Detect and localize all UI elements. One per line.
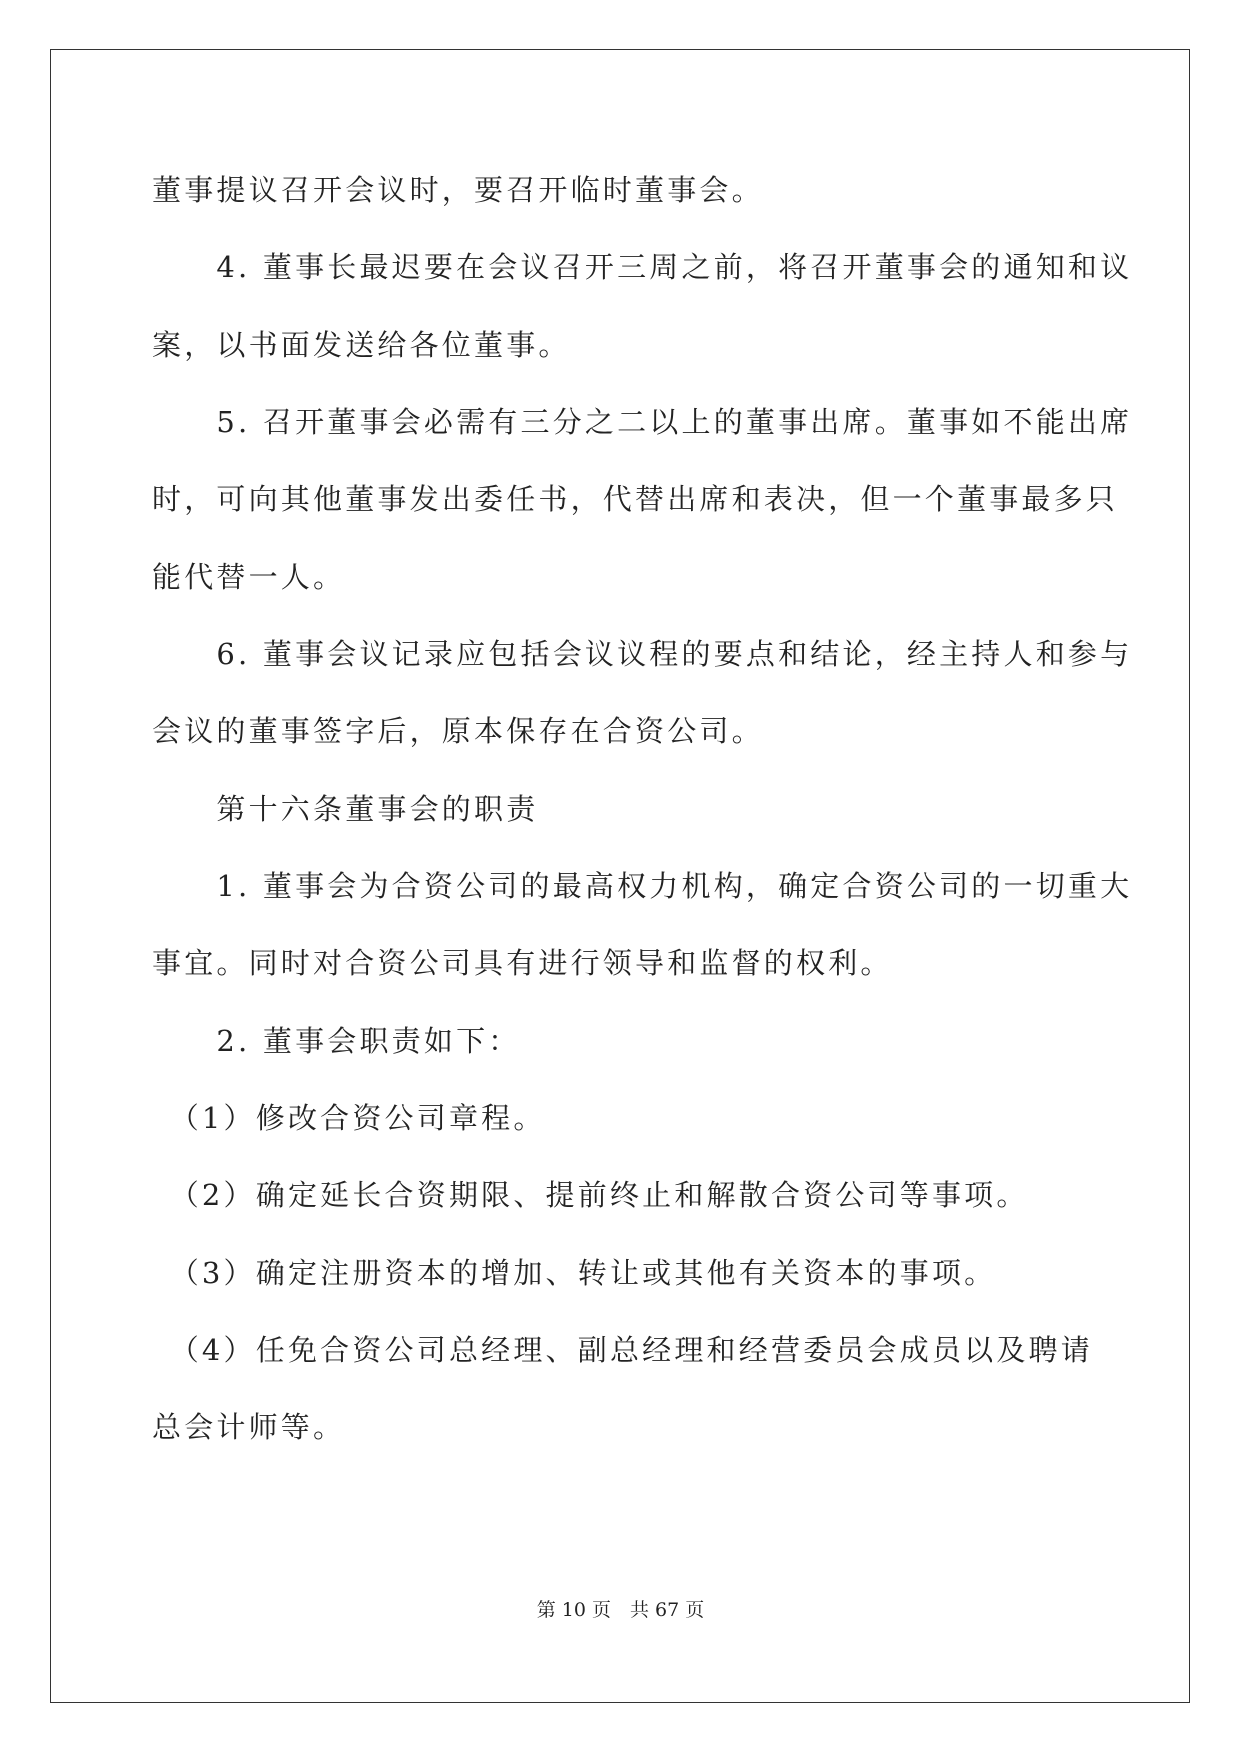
text-line: （3）确定注册资本的增加、转让或其他有关资本的事项。 [152,1256,997,1290]
text-line: 4. 董事长最迟要在会议召开三周之前，将召开董事会的通知和议 [152,250,1133,284]
text-line: 总会计师等。 [152,1410,346,1444]
text-line: 会议的董事签字后，原本保存在合资公司。 [152,714,764,748]
text-line: 1. 董事会为合资公司的最高权力机构，确定合资公司的一切重大 [152,869,1133,903]
text-line: 能代替一人。 [152,560,346,594]
text-line: （2）确定延长合资期限、提前终止和解散合资公司等事项。 [152,1178,1029,1212]
text-line: 2. 董事会职责如下： [152,1024,521,1058]
text-line: 5. 召开董事会必需有三分之二以上的董事出席。董事如不能出席 [152,405,1133,439]
text-line: 时，可向其他董事发出委任书，代替出席和表决，但一个董事最多只 [152,482,1119,516]
text-line: 事宜。同时对合资公司具有进行领导和监督的权利。 [152,946,893,980]
text-line: 第十六条董事会的职责 [152,792,539,826]
text-line: 6. 董事会议记录应包括会议议程的要点和结论，经主持人和参与 [152,637,1133,671]
text-line: （1）修改合资公司章程。 [152,1101,546,1135]
text-line: 案，以书面发送给各位董事。 [152,328,571,362]
text-line: （4）任免合资公司总经理、副总经理和经营委员会成员以及聘请 [152,1333,1093,1367]
text-line: 董事提议召开会议时，要召开临时董事会。 [152,173,764,207]
page-number: 第 10 页 共 67 页 [536,1599,705,1621]
